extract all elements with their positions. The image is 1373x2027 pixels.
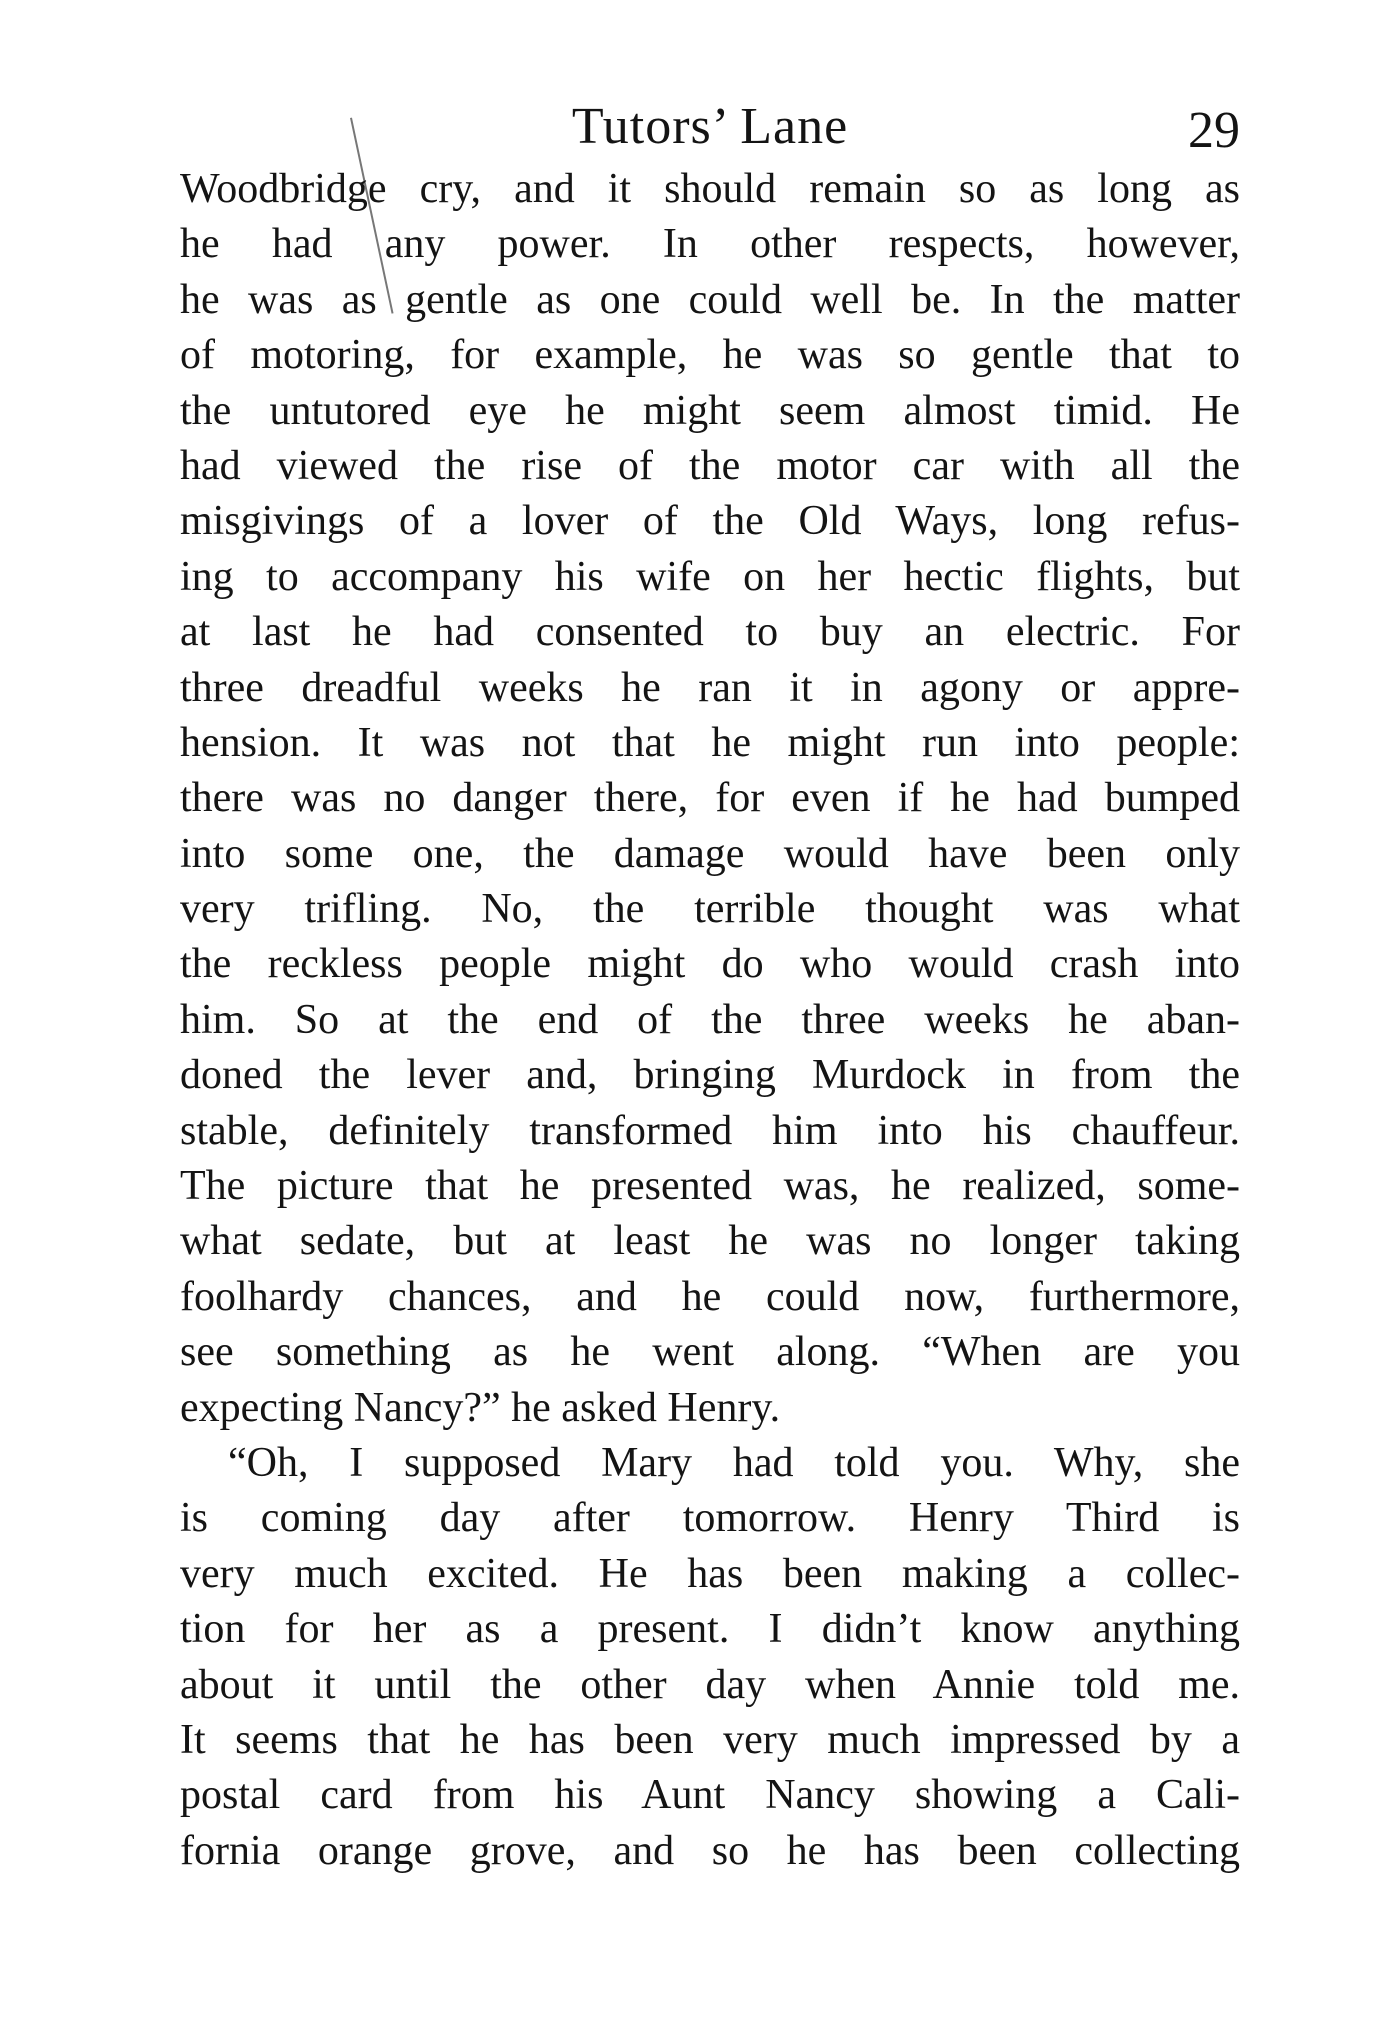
text-line: there was no danger there, for even if he had bumped <box>180 775 1240 822</box>
text-line: three dreadful weeks he ran it in agony or appre- <box>180 664 1240 711</box>
text-line-paragraph-start: “Oh, I supposed Mary had told you. Why, she <box>228 1439 1240 1486</box>
running-title: Tutors’ Lane <box>571 98 849 155</box>
text-line: It seems that he has been very much impressed by a <box>180 1716 1240 1763</box>
text-line: of motoring, for example, he was so gentle that to <box>180 332 1240 379</box>
page-number: 29 <box>1188 102 1240 159</box>
text-line: very much excited. He has been making a collec- <box>180 1550 1240 1597</box>
text-line: the reckless people might do who would crash into <box>180 941 1240 988</box>
text-line: very trifling. No, the terrible thought was what <box>180 886 1240 933</box>
text-line: him. So at the end of the three weeks he aban- <box>180 996 1240 1043</box>
text-line: is coming day after tomorrow. Henry Third is <box>180 1495 1240 1542</box>
text-line: stable, definitely transformed him into his chauffeur. <box>180 1107 1240 1154</box>
text-line: foolhardy chances, and he could now, furthermore, <box>180 1273 1240 1320</box>
text-line: postal card from his Aunt Nancy showing a Cali- <box>180 1772 1240 1819</box>
text-line: fornia orange grove, and so he has been collecting <box>180 1827 1240 1874</box>
text-line: tion for her as a present. I didn’t know anything <box>180 1606 1240 1653</box>
text-line: Woodbridge cry, and it should remain so as long as <box>180 166 1240 212</box>
text-line: about it until the other day when Annie told me. <box>180 1661 1240 1708</box>
text-line: he had any power. In other respects, however, <box>180 221 1240 268</box>
text-line: misgivings of a lover of the Old Ways, long refus- <box>180 498 1240 545</box>
text-line: he was as gentle as one could well be. In the matter <box>180 276 1240 323</box>
text-line: doned the lever and, bringing Murdock in from the <box>180 1052 1240 1099</box>
text-line: expecting Nancy?” he asked Henry. <box>180 1384 781 1431</box>
text-line: had viewed the rise of the motor car with all the <box>180 442 1240 489</box>
text-line: at last he had consented to buy an electric. For <box>180 609 1240 656</box>
text-line: The picture that he presented was, he realized, some- <box>180 1163 1240 1210</box>
body-text <box>180 162 1240 1879</box>
page-header <box>180 92 1240 162</box>
text-line: hension. It was not that he might run into people: <box>180 719 1240 766</box>
text-line: what sedate, but at least he was no longer taking <box>180 1218 1240 1265</box>
text-line: the untutored eye he might seem almost timid. He <box>180 387 1240 434</box>
text-line: see something as he went along. “When are you <box>180 1329 1240 1376</box>
text-line: into some one, the damage would have been only <box>180 830 1240 877</box>
text-line: ing to accompany his wife on her hectic flights, but <box>180 553 1240 600</box>
